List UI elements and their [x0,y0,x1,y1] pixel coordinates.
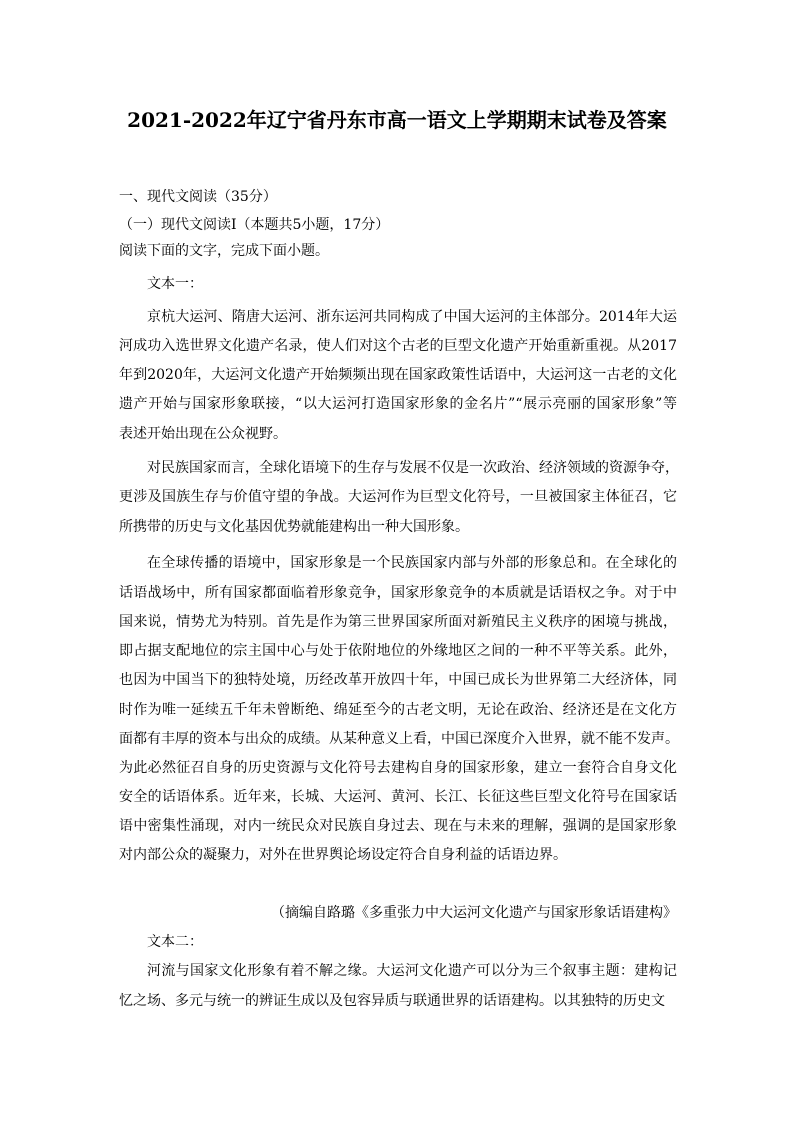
paragraph-line: 表述开始出现在公众视野。 [119,426,287,442]
paragraph-line: 忆之场、多元与统一的辨证生成以及包容异质与联通世界的话语建构。以其独特的历史文 [119,993,665,1009]
paragraph-line: 所携带的历史与文化基因优势就能建构出一种大国形象。 [119,519,469,535]
paragraph-line: 国来说，情势尤为特别。首先是作为第三世界国家所面对新殖民主义秩序的困境与挑战， [119,614,677,630]
paragraph-line: 语中密集性涌现，对内一统民众对民族自身过去、现在与未来的理解，强调的是国家形象 [119,818,677,834]
paragraph-line: 河流与国家文化形象有着不解之缘。大运河文化遗产可以分为三个叙事主题：建构记 [147,963,677,979]
paragraph-line: 为此必然征召自身的历史资源与文化符号去建构自身的国家形象，建立一套符合自身文化 [119,760,677,776]
paragraph-line: 面都有丰厚的资本与出众的成绩。从某种意义上看，中国已深度介入世界，就不能不发声。 [119,731,679,747]
paragraph-line: 也因为中国当下的独特处境，历经改革开放四十年，中国已成长为世界第二大经济体，同 [119,672,677,688]
paragraph-line: 即占据支配地位的宗主国中心与处于依附地位的外缘地区之间的一种不平等关系。此外， [119,643,677,659]
subsection-heading: （一）现代文阅读Ⅰ（本题共5小题，17分） [119,217,390,233]
text1-label: 文本一： [147,276,203,292]
paragraph-line: 对内部公众的凝聚力，对外在世界舆论场设定符合自身利益的话语边界。 [119,847,567,863]
source-citation: （摘编自路璐《多重张力中大运河文化遗产与国家形象话语建构》 [271,905,677,921]
paragraph-line: 遗产开始与国家形象联接，“以大运河打造国家形象的金名片”“展示亮丽的国家形象”等 [119,396,677,412]
paragraph-line: 京杭大运河、隋唐大运河、浙东运河共同构成了中国大运河的主体部分。2014年大运 [147,309,677,325]
text2-label: 文本二： [147,934,203,950]
page-title: 2021-2022年辽宁省丹东市高一语文上学期期末试卷及答案 [127,108,667,132]
paragraph-line: 更涉及国族生存与价值守望的争战。大运河作为巨型文化符号，一旦被国家主体征召，它 [119,489,677,505]
paragraph-line: 安全的话语体系。近年来，长城、大运河、黄河、长江、长征这些巨型文化符号在国家话 [119,789,677,805]
section-heading: 一、现代文阅读（35分） [119,189,277,205]
paragraph-line: 话语战场中，所有国家都面临着形象竞争，国家形象竞争的本质就是话语权之争。对于中 [119,585,677,601]
instruction: 阅读下面的文字，完成下面小题。 [119,243,329,259]
paragraph-line: 年到2020年，大运河文化遗产开始频频出现在国家政策性话语中，大运河这一古老的文化 [119,367,677,383]
paragraph-line: 河成功入选世界文化遗产名录，使人们对这个古老的巨型文化遗产开始重新重视。从2017 [119,338,677,354]
paragraph-line: 在全球传播的语境中，国家形象是一个民族国家内部与外部的形象总和。在全球化的 [147,555,677,571]
paragraph-line: 时作为唯一延续五千年未曾断绝、绵延至今的古老文明，无论在政治、经济还是在文化方 [119,702,677,718]
paragraph-line: 对民族国家而言，全球化语境下的生存与发展不仅是一次政治、经济领域的资源争夺， [147,460,679,476]
